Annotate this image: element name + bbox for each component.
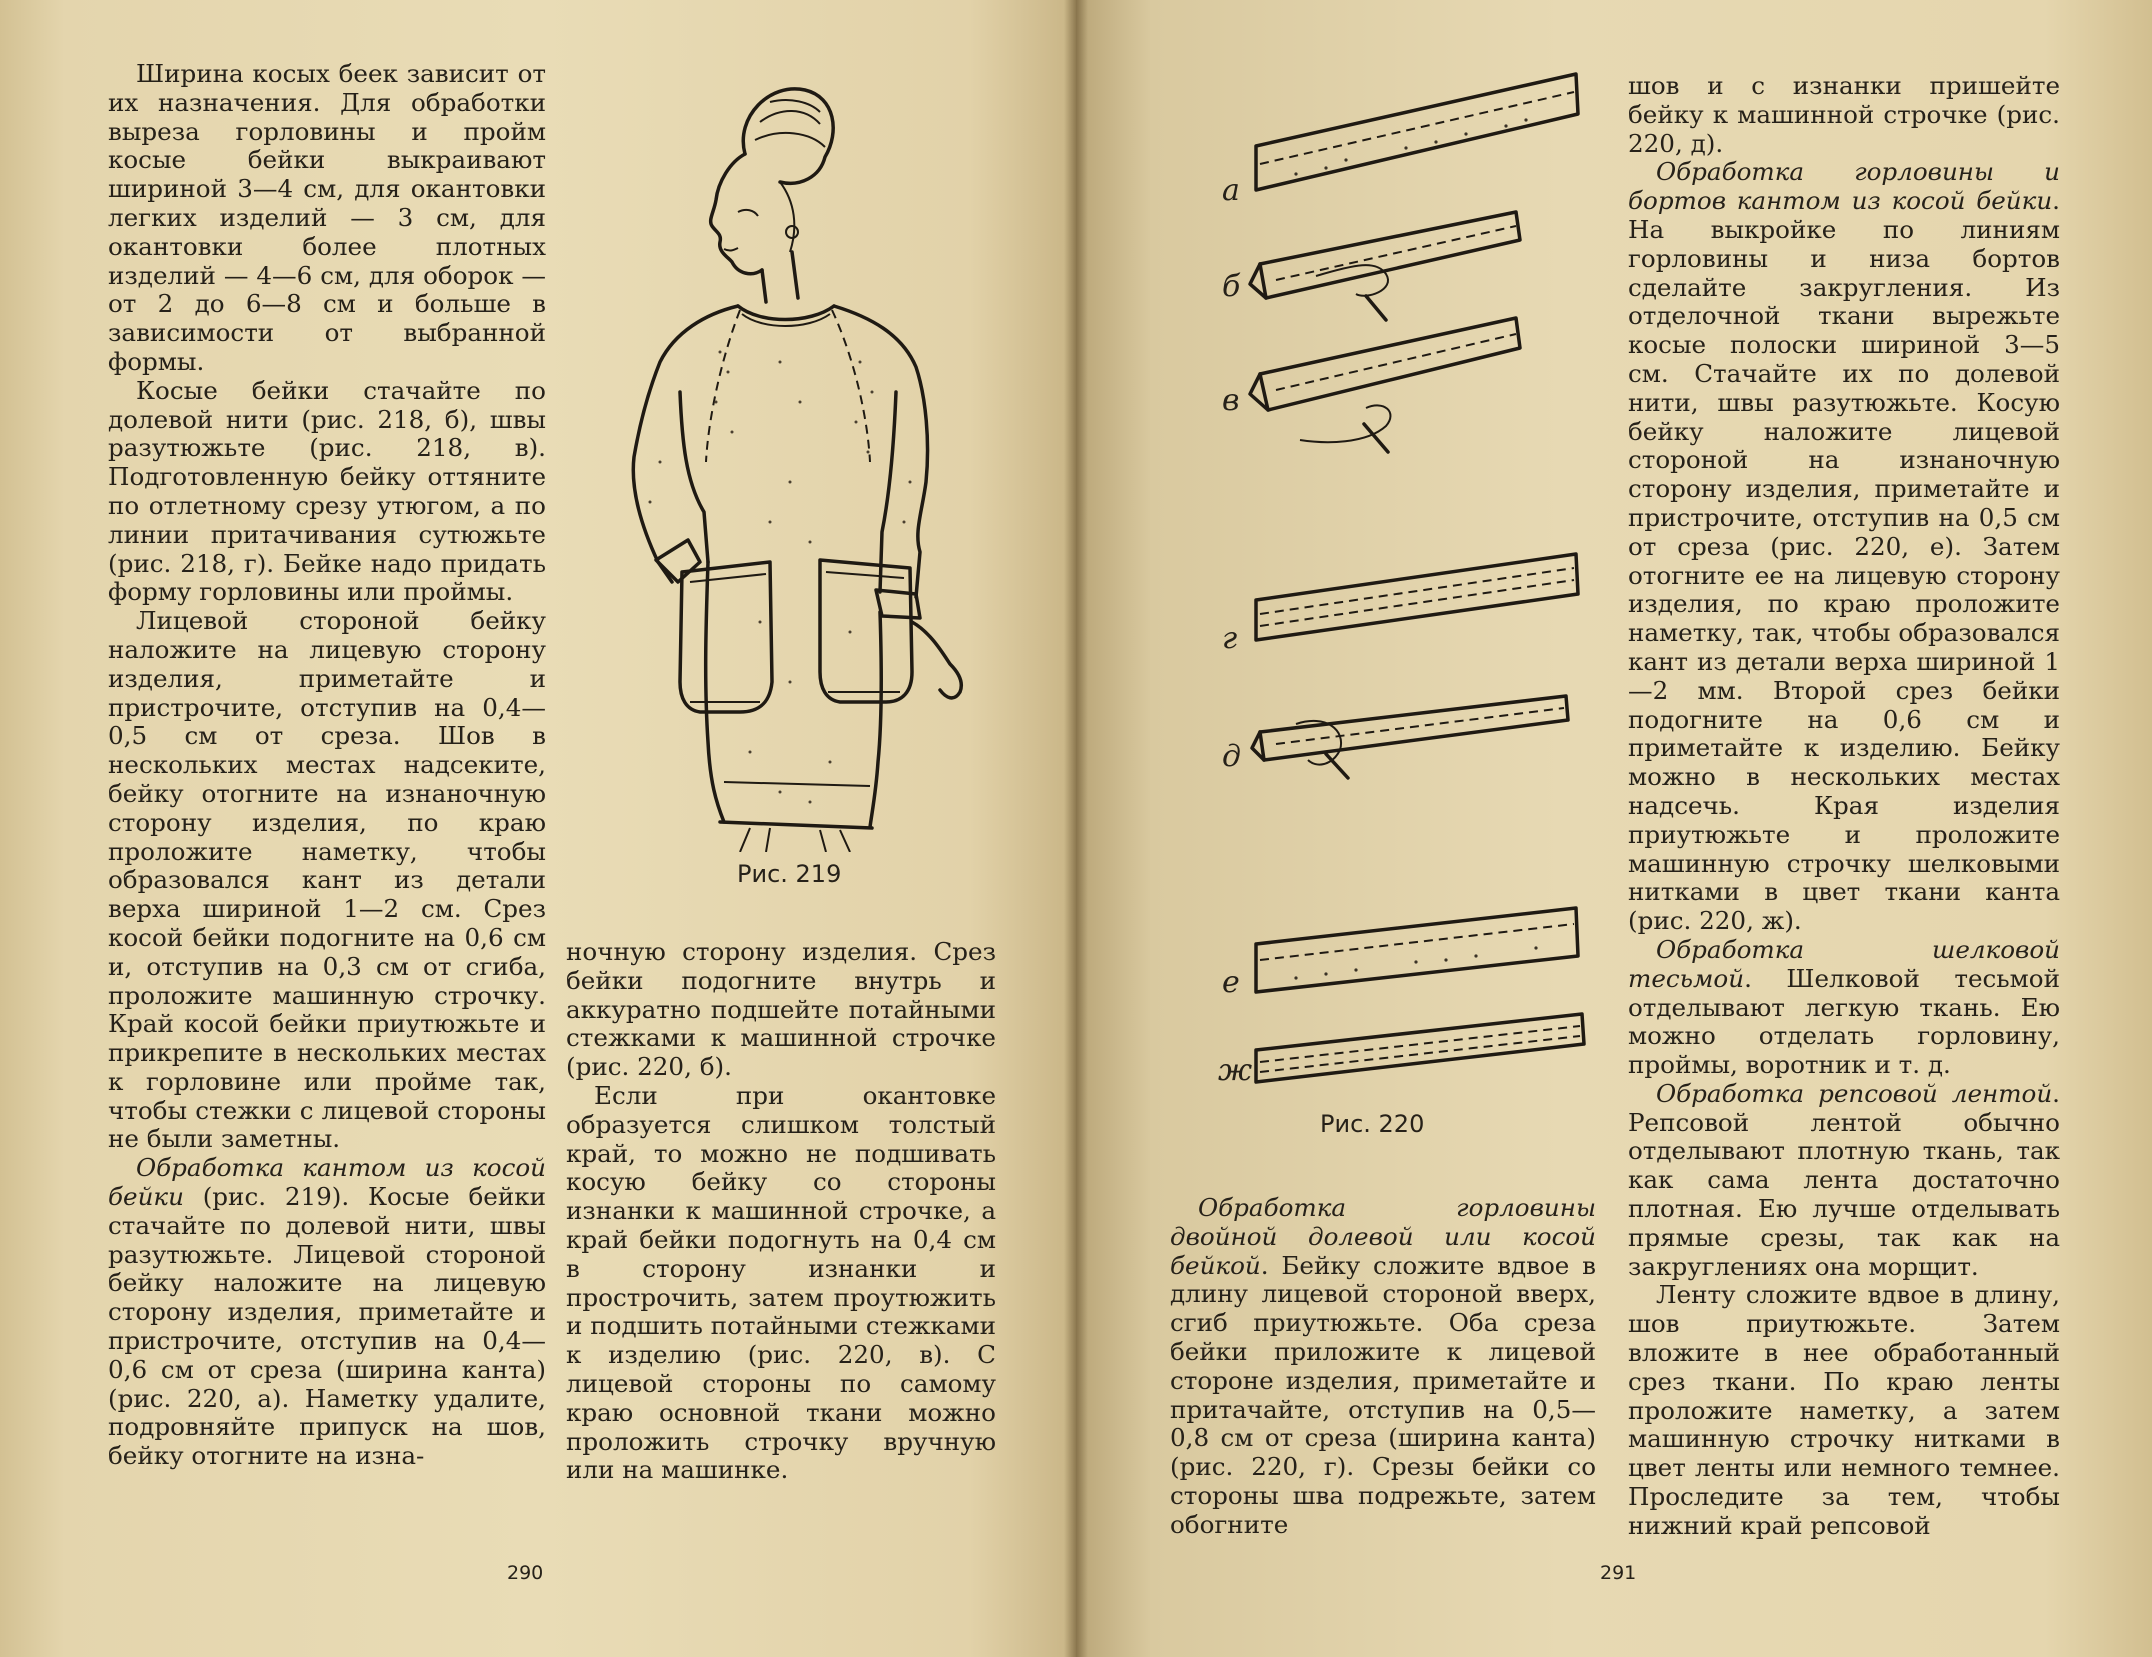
right-column-2: [1628, 72, 2060, 1541]
figure-letter-v: в: [1222, 383, 1240, 418]
italic-heading: Обработка кантом из косой бейки: [108, 1153, 546, 1212]
figure-letter-zh: ж: [1218, 1053, 1253, 1088]
page-number-left: 290: [507, 1562, 544, 1584]
italic-heading: Обработка горловины двойной долевой или косой бейкой: [1170, 1193, 1596, 1280]
paragraph: [1628, 936, 2060, 1080]
right-column-1: [1170, 1194, 1596, 1540]
paragraph-text: . Бейку сложите вдвое в длину лицевой стороной вверх, сгиб приутюжьте. Оба среза бейки приложите к лицевой стороне изделия, приметайте и притачайте, отступив на 0,5—0,8 см от среза (ширина канта) (рис. 220, г). Срезы бейки со стороны шва подрежьте, затем обогните: [1170, 1250, 1596, 1539]
paragraph: Ленту сложите вдвое в длину, шов приутюжьте. Затем вложите в нее обработанный срез ткани. По краю ленты проложите наметку, а затем машинную строчку нитками в цвет ленты или немного темнее. Проследите за тем, чтобы нижний край репсовой: [1628, 1280, 2060, 1540]
italic-heading: Обработка репсовой лентой: [1656, 1078, 2053, 1108]
paragraph: Ширина косых беек зависит от их назначения. Для обработки выреза горловины и пройм косые бейки выкраивают шириной 3—4 см, для окантовки легких изделий — 3 см, для окантовки более плотных изделий — 4—6 см, для оборок — от 2 до 6—8 см и больше в зависимости от выбранной формы.: [108, 59, 546, 376]
paragraph-text: . Шелковой тесьмой отделывают легкую ткань. Ею можно отделать горловину, проймы, воротник и т. д.: [1628, 963, 2060, 1080]
dress-illustration: [620, 62, 980, 852]
paragraph: Лицевой стороной бейку наложите на лицевую сторону изделия, приметайте и пристрочите, отступив на 0,4—0,5 см от среза. Шов в нескольких местах надсеките, бейку отогните на изнаночную сторону изделия, по краю проложите наметку, чтобы образовался кант из детали верха шириной 1—2 см. Срез косой бейки подогните на 0,6 см и, отступив на 0,3 см от сгиба, проложите машинную строчку. Край косой бейки приутюжьте и прикрепите в нескольких местах к горловине или пройме так, чтобы стежки с лицевой стороны не были заметны.: [108, 606, 546, 1154]
figure-letter-b: б: [1222, 269, 1241, 304]
right-page: [1076, 0, 2152, 1657]
page-number-right: 291: [1600, 1562, 1637, 1584]
figure-letter-g: г: [1222, 621, 1238, 656]
paragraph: Косые бейки стачайте по долевой нити (рис. 218, б), швы разутюжьте (рис. 218, в). Подготовленную бейку оттяните по отлетному срезу утюгом, а по линии притачивания сутюжьте (рис. 218, г). Бейке надо придать форму горловины или проймы.: [108, 375, 546, 607]
figure-220-caption: Рис. 220: [1320, 1110, 1425, 1138]
figure-letter-e: е: [1222, 965, 1240, 1000]
book-gutter: [1064, 0, 1088, 1657]
paragraph-text: . На выкройке по линиям горловины и низа бортов сделайте закругления. Из отделочной ткани вырежьте косые полоски шириной 3—5 см. Стачайте их по долевой нити, швы разутюжьте. Косую бейку наложите лицевой стороной на изнаночную сторону изделия, приметайте и пристрочите, отступив на 0,5 см от среза (рис. 220, е). Затем отогните ее на лицевую сторону изделия, по краю проложите наметку, так, чтобы образовался кант из детали верха шириной 1—2 мм. Второй срез бейки подогните на 0,6 см и приметайте к изделию. Бейку можно в нескольких местах надсечь. Края изделия приутюжьте и проложите машинную строчку шелковыми нитками в цвет ткани канта (рис. 220, ж).: [1628, 186, 2060, 936]
paragraph: Если при окантовке образуется слишком толстый край, то можно не подшивать косую бейку со стороны изнанки к машинной строчке, а край бейки подогнуть на 0,4 см в сторону изнанки и прострочить, затем проутюжить и подшить потайными стежками к изделию (рис. 220, в). С лицевой стороны по самому краю основной ткани можно проложить строчку вручную или на машинке.: [566, 1080, 996, 1485]
left-column-1: [108, 60, 546, 1471]
italic-heading: Обработка шелковой тесьмой: [1628, 934, 2060, 993]
paragraph: [1628, 158, 2060, 936]
paragraph: [108, 1154, 546, 1471]
paragraph: ночную сторону изделия. Срез бейки подогните внутрь и аккуратно подшейте потайными стежками к машинной строчке (рис. 220, б).: [566, 937, 996, 1082]
figure-letter-a: а: [1222, 173, 1240, 208]
italic-heading: Обработка горловины и бортов кантом из косой бейки: [1628, 157, 2060, 216]
paragraph-text: (рис. 219). Косые бейки стачайте по долевой нити, швы разутюжьте. Лицевой стороной бейку наложите на лицевую сторону изделия, приметайте и пристрочите, отступив на 0,4—0,6 см от среза (ширина канта) (рис. 220, а). Наметку удалите, подровняйте припуск на шов, бейку отогните на изна-: [108, 1182, 546, 1471]
left-column-2: [566, 938, 996, 1485]
paragraph: [1170, 1194, 1596, 1540]
bias-tape-diagrams: [1216, 64, 1616, 1114]
paragraph: [1628, 1080, 2060, 1282]
paragraph-text: . Репсовой лентой обычно отделывают плотную ткань, так как сама лента достаточно плотная. Ею лучше отделывать прямые срезы, так как на закруглениях она морщит.: [1628, 1078, 2060, 1281]
paragraph: шов и с изнанки пришейте бейку к машинной строчке (рис. 220, д).: [1628, 71, 2060, 158]
figure-letter-d: д: [1222, 739, 1242, 774]
figure-219-caption: Рис. 219: [737, 860, 842, 888]
